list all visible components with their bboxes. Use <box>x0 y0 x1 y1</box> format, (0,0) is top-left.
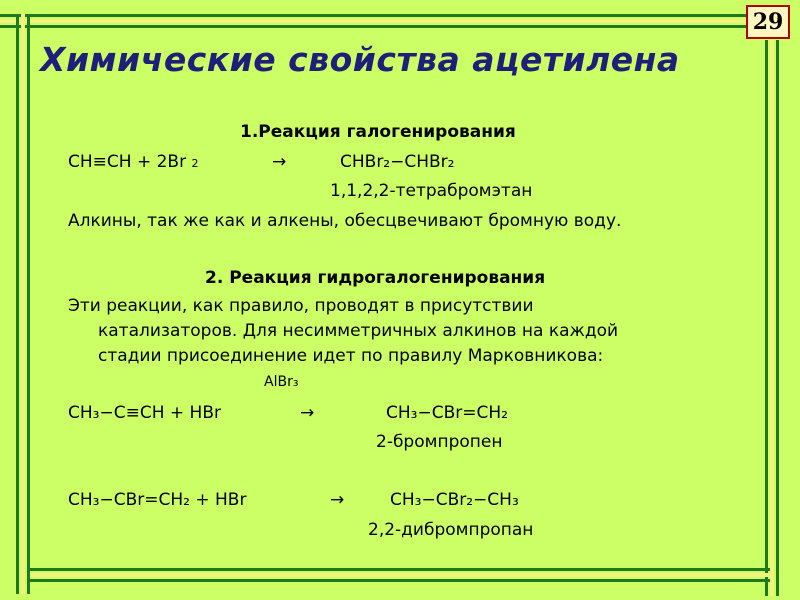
frame-left-dark-2 <box>27 14 30 594</box>
frame-right-light <box>770 40 774 596</box>
frame-right-dark <box>765 40 768 596</box>
frame-left-dark <box>16 14 19 594</box>
section2-eq2-right: CH₃−CBr₂−CH₃ <box>390 490 519 510</box>
section1-product-name: 1,1,2,2-тетрабромэтан <box>330 181 533 201</box>
subscript: 2 <box>191 157 199 170</box>
section1-equation-right: CHBr₂−CHBr₂ <box>340 152 455 172</box>
section2-eq1-left: CH₃−C≡CH + HBr <box>68 403 221 423</box>
section2-eq1-arrow: → <box>300 403 315 423</box>
frame-top-dark-2 <box>0 25 748 28</box>
catalyst-label: AlBr₃ <box>264 374 299 390</box>
section1-note: Алкины, так же как и алкены, обесцвечивают бромную воду. <box>68 211 622 231</box>
section2-heading: 2. Реакция гидрогалогенирования <box>205 268 546 288</box>
section1-heading: 1.Реакция галогенирования <box>240 122 516 142</box>
section2-eq2-left: CH₃−CBr=CH₂ + HBr <box>68 490 247 510</box>
section2-eq2-arrow: → <box>330 490 345 510</box>
frame-bottom-dark <box>30 568 770 571</box>
slide-number-badge: 29 <box>746 5 790 39</box>
section2-paragraph-line2: катализаторов. Для несимметричных алкинов на каждой <box>98 321 619 341</box>
section2-paragraph-line1: Эти реакции, как правило, проводят в присутствии <box>68 296 534 316</box>
section1-arrow: → <box>272 152 287 172</box>
section2-eq2-product-name: 2,2-дибромпропан <box>368 520 534 540</box>
frame-top-light <box>0 19 748 23</box>
section1-equation-left <box>68 152 198 172</box>
equation-reactants: CH≡CH + 2Br <box>68 152 187 172</box>
frame-bottom-light <box>30 573 770 577</box>
frame-top-dark <box>0 14 748 17</box>
section2-paragraph-line3: стадии присоединение идет по правилу Марковникова: <box>98 346 604 366</box>
frame-left-light <box>21 14 25 594</box>
frame-right-dark-2 <box>776 40 779 596</box>
page-title: Химические свойства ацетилена <box>40 40 680 79</box>
frame-bottom-dark-2 <box>30 579 770 582</box>
section2-eq1-right: CH₃−CBr=CH₂ <box>386 403 508 423</box>
section2-eq1-product-name: 2-бромпропен <box>376 432 503 452</box>
